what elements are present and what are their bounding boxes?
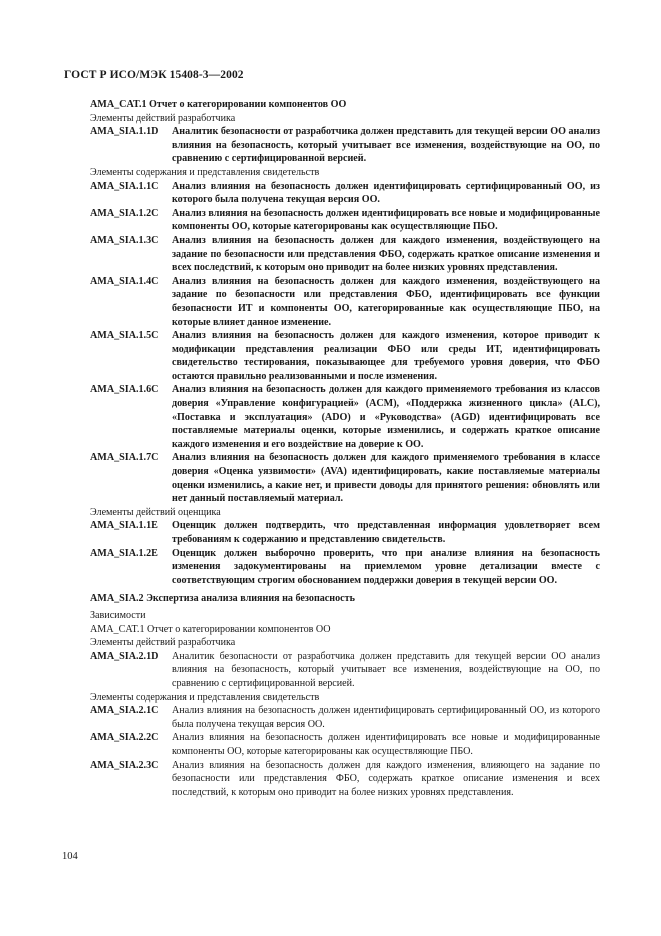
content-elements-label: Элементы содержания и представления свидетельств	[90, 166, 320, 178]
requirement-text: Анализ влияния на безопасность должен для каждого изменения, которое приводит к модификации представления реализации ФБО или среды ИТ, идентифицировать свидетельство тестирования, показывающее для требуемого уровня доверия, что ФБО остаются правильно реализованными и после изменения.	[172, 330, 600, 382]
requirement-id: AMA_SIA.2.1C	[90, 705, 159, 717]
requirement	[90, 180, 600, 207]
requirement-id: AMA_SIA.1.7C	[90, 452, 159, 464]
content-elements-list	[90, 180, 600, 506]
requirement-text: Анализ влияния на безопасность должен для каждого применяемого требования в классе доверия «Оценка уязвимости» (AVA) идентифицировать, какие поставляемые материалы оценки изменились, а какие нет, и привести доводы для принятого решения: обновлять или нет данный поставляемый материал.	[172, 452, 600, 505]
requirement	[90, 234, 600, 275]
requirement-text: Аналитик безопасности от разработчика должен представить для текущей версии ОО анализ влияния на безопасность, который учитывает все изменения, воздействующие на ОО, по сравнению с сертифицированной версией.	[172, 650, 600, 689]
requirement	[90, 275, 600, 329]
document-header: ГОСТ Р ИСО/МЭК 15408-3—2002	[64, 69, 244, 81]
requirement-text: Анализ влияния на безопасность должен идентифицировать сертифицированный ОО, из которого была получена текущая версия ОО.	[172, 180, 600, 206]
requirement-text: Оценщик должен подтвердить, что представленная информация удовлетворяет всем требованиям к содержанию и представлению свидетельств.	[172, 520, 600, 545]
content-elements-label: Элементы содержания и представления свидетельств	[90, 691, 320, 703]
requirement	[90, 731, 600, 758]
requirement-id: AMA_SIA.2.3C	[90, 759, 159, 771]
requirement	[90, 383, 600, 451]
requirement-id: AMA_SIA.2.1D	[90, 650, 159, 662]
page-number: 104	[62, 851, 78, 862]
developer-actions-label: Элементы действий разработчика	[90, 637, 236, 649]
requirement-text: Анализ влияния на безопасность должен идентифицировать все новые и модифицированные компоненты ОО, которые категорированы как осуществляющие ПБО.	[172, 732, 600, 757]
requirement	[90, 519, 600, 546]
developer-actions-label: Элементы действий разработчика	[90, 112, 236, 124]
evaluator-actions-label: Элементы действий оценщика	[90, 506, 221, 518]
requirement-id: AMA_SIA.1.5C	[90, 330, 159, 342]
requirement-text: Оценщик должен выборочно проверить, что при анализе влияния на безопасность изменения задокументированы на приемлемом уровне детализации вместе с соответствующим строгим обоснованием поддержки доверия в текущей версии ОО.	[172, 547, 600, 586]
dependencies-value: AMA_CAT.1 Отчет о категорировании компонентов ОО	[90, 623, 331, 635]
requirement-text: Анализ влияния на безопасность должен идентифицировать сертифицированный ОО, из которого была получена текущая версия ОО.	[172, 705, 600, 730]
content-elements-list	[90, 704, 600, 799]
requirement-id: AMA_SIA.1.3C	[90, 234, 159, 246]
requirement-text: Анализ влияния на безопасность должен для каждого изменения, влияющего на задание по безопасности или представления ФБО, содержать краткое описание изменения и всех последствий, к которым оно приводит на более низких уровнях представления.	[172, 759, 600, 798]
developer-actions-list	[90, 650, 600, 691]
requirement	[90, 704, 600, 731]
requirement-id: AMA_SIA.2.2C	[90, 732, 159, 744]
requirement-text: Анализ влияния на безопасность должен для каждого изменения, воздействующего на задание по безопасности или представления ФБО, содержать краткое описание изменения и всех последствий, к которым оно приводит на более низких уровнях представления.	[172, 234, 600, 274]
requirement	[90, 329, 600, 383]
requirement	[90, 451, 600, 505]
developer-actions-list	[90, 125, 600, 166]
requirement-text: Анализ влияния на безопасность должен для каждого применяемого требования из классов доверия «Управление конфигурацией» (ACM), «Поддержка жизненного цикла» (ALC), «Поставка и эксплуатация» (ADO) и «Руководства» (AGD) идентифицировать все поставляемые материалы оценки, которые изменились, и содержать краткое описание каждого изменения и его воздействие на доверие к ОО.	[172, 384, 600, 450]
requirement	[90, 650, 600, 691]
requirement	[90, 547, 600, 588]
requirement-id: AMA_SIA.1.1D	[90, 126, 159, 138]
requirement-text: Аналитик безопасности от разработчика должен представить для текущей версии ОО анализ влияния на безопасность, который учитывает все изменения, воздействующие на ОО, по сравнению с сертифицированной версией.	[172, 126, 601, 165]
requirement	[90, 125, 600, 166]
requirement-id: AMA_SIA.1.1C	[90, 180, 159, 192]
requirement	[90, 207, 600, 234]
requirement-text: Анализ влияния на безопасность должен идентифицировать все новые и модифицированные компоненты ОО, которые категорированы как осуществляющие ПБО.	[172, 207, 600, 233]
requirement-id: AMA_SIA.1.6C	[90, 384, 159, 396]
requirement-id: AMA_SIA.1.2C	[90, 207, 159, 219]
requirement-text: Анализ влияния на безопасность должен для каждого изменения, воздействующего на задание по безопасности или представления ФБО, идентифицировать все функции безопасности ИТ и компоненты ОО, категорированные как осуществляющие ПБО, на которые влияет данное изменение.	[172, 275, 600, 328]
requirement-id: AMA_SIA.1.2E	[90, 547, 158, 559]
requirement-id: AMA_SIA.1.4C	[90, 275, 159, 287]
requirement	[90, 759, 600, 800]
requirement-id: AMA_SIA.1.1E	[90, 520, 158, 532]
section-title: AMA_SIA.2 Экспертиза анализа влияния на безопасность	[90, 593, 355, 605]
section-title: AMA_CAT.1 Отчет о категорировании компонентов ОО	[90, 99, 347, 110]
dependencies-label: Зависимости	[90, 609, 146, 621]
document-body	[90, 98, 600, 799]
evaluator-actions-list	[90, 519, 600, 587]
